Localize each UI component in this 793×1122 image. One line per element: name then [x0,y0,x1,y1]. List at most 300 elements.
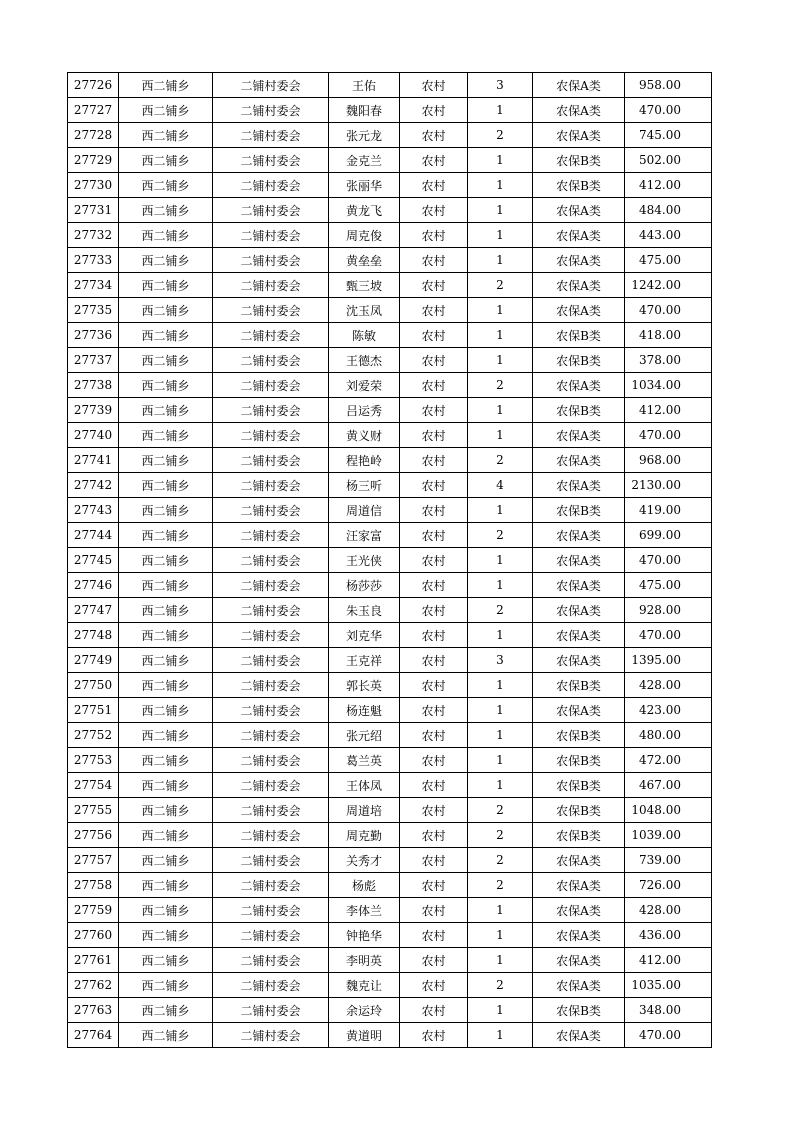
village-committee-cell: 二铺村委会 [213,1023,329,1048]
amount-cell: 2130.00 [625,473,712,498]
amount-cell: 378.00 [625,348,712,373]
row-id-cell: 27747 [68,598,119,623]
row-id-cell: 27753 [68,748,119,773]
township-cell: 西二铺乡 [119,623,213,648]
household-type-cell: 农村 [400,748,468,773]
amount-cell: 480.00 [625,723,712,748]
household-size-cell: 2 [468,523,533,548]
row-id-cell: 27759 [68,898,119,923]
amount-cell: 1048.00 [625,798,712,823]
township-cell: 西二铺乡 [119,823,213,848]
household-size-cell: 1 [468,248,533,273]
person-name-cell: 周克勤 [329,823,400,848]
insurance-category-cell: 农保A类 [533,523,625,548]
insurance-category-cell: 农保B类 [533,498,625,523]
person-name-cell: 周道培 [329,798,400,823]
person-name-cell: 王光侠 [329,548,400,573]
township-cell: 西二铺乡 [119,448,213,473]
row-id-cell: 27731 [68,198,119,223]
amount-cell: 699.00 [625,523,712,548]
amount-cell: 1034.00 [625,373,712,398]
household-size-cell: 2 [468,823,533,848]
township-cell: 西二铺乡 [119,148,213,173]
insurance-category-cell: 农保A类 [533,473,625,498]
household-type-cell: 农村 [400,223,468,248]
insurance-category-cell: 农保B类 [533,173,625,198]
row-id-cell: 27736 [68,323,119,348]
household-size-cell: 1 [468,198,533,223]
table-row [68,948,712,973]
household-type-cell: 农村 [400,273,468,298]
village-committee-cell: 二铺村委会 [213,698,329,723]
village-committee-cell: 二铺村委会 [213,923,329,948]
household-type-cell: 农村 [400,723,468,748]
table-row [68,523,712,548]
row-id-cell: 27762 [68,973,119,998]
village-committee-cell: 二铺村委会 [213,548,329,573]
insurance-category-cell: 农保A类 [533,198,625,223]
insurance-category-cell: 农保B类 [533,348,625,373]
amount-cell: 726.00 [625,873,712,898]
amount-cell: 470.00 [625,98,712,123]
insurance-category-cell: 农保A类 [533,273,625,298]
amount-cell: 475.00 [625,573,712,598]
household-type-cell: 农村 [400,248,468,273]
village-committee-cell: 二铺村委会 [213,223,329,248]
table-row [68,348,712,373]
insurance-category-cell: 农保A类 [533,923,625,948]
table-row [68,648,712,673]
insurance-category-cell: 农保B类 [533,773,625,798]
village-committee-cell: 二铺村委会 [213,898,329,923]
insurance-category-cell: 农保B类 [533,998,625,1023]
insurance-category-cell: 农保B类 [533,723,625,748]
township-cell: 西二铺乡 [119,423,213,448]
person-name-cell: 金克兰 [329,148,400,173]
household-type-cell: 农村 [400,573,468,598]
person-name-cell: 刘克华 [329,623,400,648]
amount-cell: 958.00 [625,73,712,98]
township-cell: 西二铺乡 [119,98,213,123]
insurance-category-cell: 农保A类 [533,448,625,473]
person-name-cell: 刘爱荣 [329,373,400,398]
table-row [68,423,712,448]
insurance-category-cell: 农保A类 [533,248,625,273]
village-committee-cell: 二铺村委会 [213,648,329,673]
table-row [68,198,712,223]
table-row [68,998,712,1023]
table-row [68,323,712,348]
household-size-cell: 1 [468,698,533,723]
table-row [68,123,712,148]
table-row [68,223,712,248]
household-type-cell: 农村 [400,348,468,373]
person-name-cell: 葛兰英 [329,748,400,773]
household-size-cell: 1 [468,923,533,948]
household-type-cell: 农村 [400,373,468,398]
township-cell: 西二铺乡 [119,923,213,948]
village-committee-cell: 二铺村委会 [213,948,329,973]
household-size-cell: 1 [468,948,533,973]
table-row [68,148,712,173]
table-row [68,1023,712,1048]
person-name-cell: 吕运秀 [329,398,400,423]
township-cell: 西二铺乡 [119,498,213,523]
person-name-cell: 黄龙飞 [329,198,400,223]
village-committee-cell: 二铺村委会 [213,173,329,198]
household-size-cell: 1 [468,423,533,448]
table-row [68,373,712,398]
row-id-cell: 27750 [68,673,119,698]
township-cell: 西二铺乡 [119,773,213,798]
insurance-category-cell: 农保B类 [533,323,625,348]
insurance-category-cell: 农保A类 [533,1023,625,1048]
row-id-cell: 27742 [68,473,119,498]
township-cell: 西二铺乡 [119,873,213,898]
village-committee-cell: 二铺村委会 [213,873,329,898]
household-type-cell: 农村 [400,1023,468,1048]
township-cell: 西二铺乡 [119,223,213,248]
person-name-cell: 杨彪 [329,873,400,898]
row-id-cell: 27764 [68,1023,119,1048]
amount-cell: 484.00 [625,198,712,223]
township-cell: 西二铺乡 [119,723,213,748]
amount-cell: 470.00 [625,423,712,448]
household-size-cell: 1 [468,623,533,648]
person-name-cell: 周克俊 [329,223,400,248]
row-id-cell: 27760 [68,923,119,948]
insurance-category-cell: 农保A类 [533,973,625,998]
table-row [68,473,712,498]
table-row [68,723,712,748]
insurance-category-cell: 农保A类 [533,123,625,148]
table-row [68,748,712,773]
row-id-cell: 27754 [68,773,119,798]
village-committee-cell: 二铺村委会 [213,623,329,648]
amount-cell: 739.00 [625,848,712,873]
household-type-cell: 农村 [400,473,468,498]
household-size-cell: 2 [468,123,533,148]
amount-cell: 1395.00 [625,648,712,673]
household-size-cell: 1 [468,573,533,598]
insurance-category-cell: 农保A类 [533,548,625,573]
amount-cell: 412.00 [625,173,712,198]
household-type-cell: 农村 [400,773,468,798]
person-name-cell: 黄垒垒 [329,248,400,273]
household-size-cell: 1 [468,223,533,248]
row-id-cell: 27763 [68,998,119,1023]
village-committee-cell: 二铺村委会 [213,823,329,848]
person-name-cell: 周道信 [329,498,400,523]
village-committee-cell: 二铺村委会 [213,673,329,698]
household-type-cell: 农村 [400,523,468,548]
village-committee-cell: 二铺村委会 [213,798,329,823]
household-type-cell: 农村 [400,698,468,723]
village-committee-cell: 二铺村委会 [213,348,329,373]
person-name-cell: 沈玉凤 [329,298,400,323]
household-type-cell: 农村 [400,923,468,948]
row-id-cell: 27761 [68,948,119,973]
township-cell: 西二铺乡 [119,848,213,873]
person-name-cell: 张元绍 [329,723,400,748]
village-committee-cell: 二铺村委会 [213,323,329,348]
insurance-category-cell: 农保A类 [533,98,625,123]
person-name-cell: 朱玉良 [329,598,400,623]
household-type-cell: 农村 [400,73,468,98]
table-row [68,73,712,98]
household-size-cell: 3 [468,648,533,673]
insurance-category-cell: 农保A类 [533,873,625,898]
village-committee-cell: 二铺村委会 [213,373,329,398]
household-type-cell: 农村 [400,898,468,923]
table-body [68,73,712,1048]
household-type-cell: 农村 [400,973,468,998]
person-name-cell: 魏克让 [329,973,400,998]
household-size-cell: 2 [468,848,533,873]
person-name-cell: 郭长英 [329,673,400,698]
township-cell: 西二铺乡 [119,323,213,348]
household-type-cell: 农村 [400,598,468,623]
row-id-cell: 27756 [68,823,119,848]
household-size-cell: 1 [468,723,533,748]
township-cell: 西二铺乡 [119,473,213,498]
township-cell: 西二铺乡 [119,673,213,698]
row-id-cell: 27758 [68,873,119,898]
township-cell: 西二铺乡 [119,123,213,148]
person-name-cell: 魏阳春 [329,98,400,123]
household-type-cell: 农村 [400,498,468,523]
table-row [68,398,712,423]
household-size-cell: 1 [468,98,533,123]
village-committee-cell: 二铺村委会 [213,73,329,98]
household-size-cell: 2 [468,373,533,398]
insurance-category-cell: 农保B类 [533,148,625,173]
row-id-cell: 27755 [68,798,119,823]
amount-cell: 470.00 [625,1023,712,1048]
row-id-cell: 27727 [68,98,119,123]
person-name-cell: 王佑 [329,73,400,98]
row-id-cell: 27738 [68,373,119,398]
township-cell: 西二铺乡 [119,948,213,973]
township-cell: 西二铺乡 [119,198,213,223]
row-id-cell: 27728 [68,123,119,148]
household-type-cell: 农村 [400,448,468,473]
row-id-cell: 27751 [68,698,119,723]
household-type-cell: 农村 [400,173,468,198]
row-id-cell: 27735 [68,298,119,323]
person-name-cell: 程艳岭 [329,448,400,473]
township-cell: 西二铺乡 [119,173,213,198]
amount-cell: 412.00 [625,948,712,973]
person-name-cell: 杨连魁 [329,698,400,723]
township-cell: 西二铺乡 [119,698,213,723]
village-committee-cell: 二铺村委会 [213,473,329,498]
row-id-cell: 27748 [68,623,119,648]
household-size-cell: 4 [468,473,533,498]
township-cell: 西二铺乡 [119,648,213,673]
village-committee-cell: 二铺村委会 [213,448,329,473]
household-type-cell: 农村 [400,798,468,823]
township-cell: 西二铺乡 [119,348,213,373]
insurance-category-cell: 农保B类 [533,823,625,848]
township-cell: 西二铺乡 [119,798,213,823]
township-cell: 西二铺乡 [119,748,213,773]
township-cell: 西二铺乡 [119,973,213,998]
amount-cell: 502.00 [625,148,712,173]
household-size-cell: 1 [468,173,533,198]
table-row [68,598,712,623]
row-id-cell: 27740 [68,423,119,448]
household-type-cell: 农村 [400,423,468,448]
insurance-category-cell: 农保A类 [533,948,625,973]
person-name-cell: 关秀才 [329,848,400,873]
household-size-cell: 1 [468,898,533,923]
village-committee-cell: 二铺村委会 [213,273,329,298]
insurance-category-cell: 农保B类 [533,398,625,423]
household-type-cell: 农村 [400,398,468,423]
table-row [68,298,712,323]
household-type-cell: 农村 [400,623,468,648]
household-size-cell: 1 [468,673,533,698]
amount-cell: 1039.00 [625,823,712,848]
amount-cell: 472.00 [625,748,712,773]
row-id-cell: 27732 [68,223,119,248]
person-name-cell: 李体兰 [329,898,400,923]
row-id-cell: 27737 [68,348,119,373]
table-row [68,923,712,948]
household-type-cell: 农村 [400,848,468,873]
village-committee-cell: 二铺村委会 [213,973,329,998]
table-row [68,823,712,848]
village-committee-cell: 二铺村委会 [213,748,329,773]
amount-cell: 418.00 [625,323,712,348]
insurance-category-cell: 农保A类 [533,573,625,598]
household-type-cell: 农村 [400,948,468,973]
insurance-category-cell: 农保B类 [533,798,625,823]
person-name-cell: 杨三听 [329,473,400,498]
township-cell: 西二铺乡 [119,523,213,548]
table-row [68,548,712,573]
person-name-cell: 王体凤 [329,773,400,798]
household-type-cell: 农村 [400,123,468,148]
person-name-cell: 王克祥 [329,648,400,673]
household-type-cell: 农村 [400,198,468,223]
amount-cell: 470.00 [625,548,712,573]
village-committee-cell: 二铺村委会 [213,198,329,223]
household-size-cell: 1 [468,773,533,798]
person-name-cell: 钟艳华 [329,923,400,948]
table-row [68,173,712,198]
row-id-cell: 27743 [68,498,119,523]
amount-cell: 412.00 [625,398,712,423]
table-row [68,848,712,873]
row-id-cell: 27749 [68,648,119,673]
township-cell: 西二铺乡 [119,1023,213,1048]
amount-cell: 467.00 [625,773,712,798]
table-row [68,898,712,923]
household-type-cell: 农村 [400,548,468,573]
village-committee-cell: 二铺村委会 [213,423,329,448]
table-row [68,573,712,598]
household-size-cell: 1 [468,398,533,423]
amount-cell: 475.00 [625,248,712,273]
person-name-cell: 甄三坡 [329,273,400,298]
township-cell: 西二铺乡 [119,273,213,298]
amount-cell: 423.00 [625,698,712,723]
insurance-category-cell: 农保A类 [533,598,625,623]
table-row [68,448,712,473]
table-row [68,798,712,823]
table-row [68,698,712,723]
person-name-cell: 王德杰 [329,348,400,373]
household-size-cell: 2 [468,598,533,623]
village-committee-cell: 二铺村委会 [213,148,329,173]
household-size-cell: 3 [468,73,533,98]
amount-cell: 436.00 [625,923,712,948]
amount-cell: 470.00 [625,623,712,648]
person-name-cell: 余运玲 [329,998,400,1023]
household-size-cell: 1 [468,323,533,348]
row-id-cell: 27730 [68,173,119,198]
person-name-cell: 杨莎莎 [329,573,400,598]
table-row [68,623,712,648]
village-committee-cell: 二铺村委会 [213,773,329,798]
township-cell: 西二铺乡 [119,298,213,323]
insurance-category-cell: 农保A类 [533,223,625,248]
amount-cell: 1035.00 [625,973,712,998]
insurance-category-cell: 农保A类 [533,648,625,673]
household-type-cell: 农村 [400,873,468,898]
table-row [68,973,712,998]
village-committee-cell: 二铺村委会 [213,298,329,323]
person-name-cell: 黄道明 [329,1023,400,1048]
amount-cell: 470.00 [625,298,712,323]
row-id-cell: 27757 [68,848,119,873]
person-name-cell: 张丽华 [329,173,400,198]
township-cell: 西二铺乡 [119,898,213,923]
township-cell: 西二铺乡 [119,248,213,273]
village-committee-cell: 二铺村委会 [213,523,329,548]
village-committee-cell: 二铺村委会 [213,723,329,748]
village-committee-cell: 二铺村委会 [213,573,329,598]
amount-cell: 745.00 [625,123,712,148]
person-name-cell: 黄义财 [329,423,400,448]
table-row [68,98,712,123]
row-id-cell: 27744 [68,523,119,548]
household-size-cell: 1 [468,498,533,523]
township-cell: 西二铺乡 [119,998,213,1023]
person-name-cell: 李明英 [329,948,400,973]
insurance-category-cell: 农保A类 [533,423,625,448]
amount-cell: 928.00 [625,598,712,623]
amount-cell: 1242.00 [625,273,712,298]
amount-cell: 348.00 [625,998,712,1023]
insurance-category-cell: 农保B类 [533,673,625,698]
household-size-cell: 1 [468,148,533,173]
household-size-cell: 1 [468,348,533,373]
insurance-category-cell: 农保A类 [533,848,625,873]
township-cell: 西二铺乡 [119,548,213,573]
township-cell: 西二铺乡 [119,373,213,398]
amount-cell: 968.00 [625,448,712,473]
row-id-cell: 27746 [68,573,119,598]
table-row [68,673,712,698]
row-id-cell: 27729 [68,148,119,173]
household-type-cell: 农村 [400,673,468,698]
household-size-cell: 1 [468,748,533,773]
household-size-cell: 1 [468,1023,533,1048]
household-size-cell: 2 [468,873,533,898]
